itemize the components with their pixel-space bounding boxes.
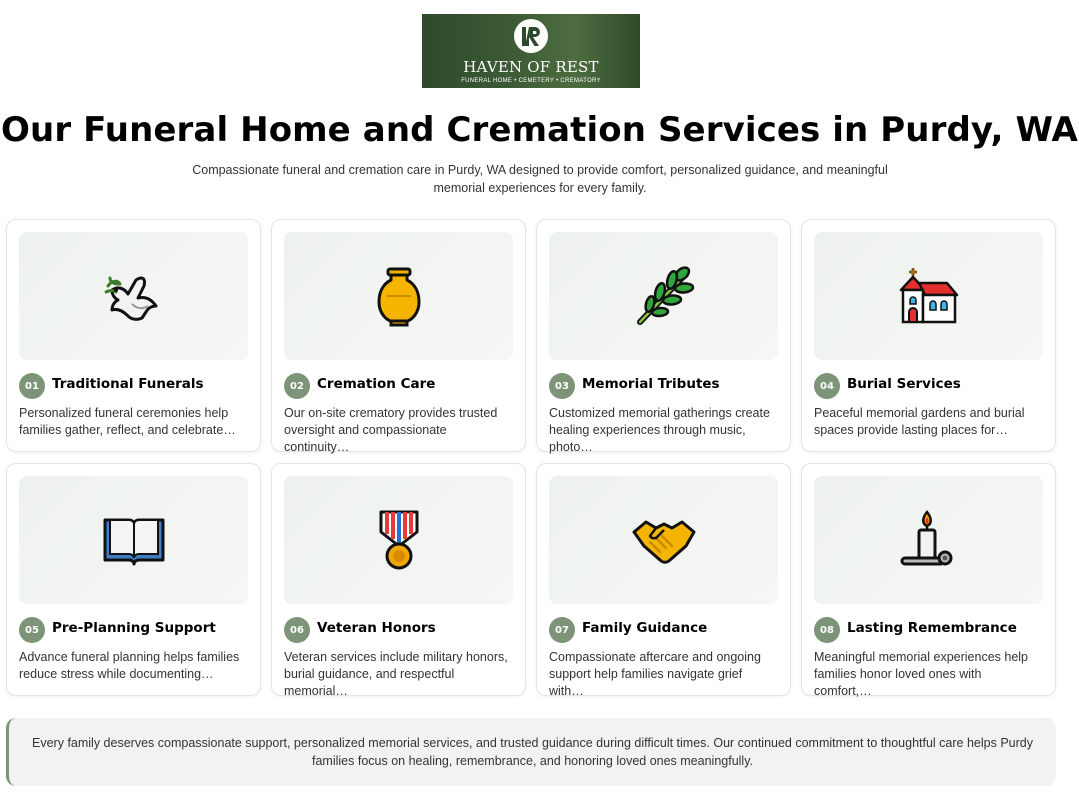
- service-title[interactable]: Memorial Tributes: [582, 376, 720, 392]
- service-description: Advance funeral planning helps families reduce stress while documenting…: [19, 650, 240, 681]
- candle-icon: [897, 508, 961, 572]
- service-description: Peaceful memorial gardens and burial spaces provide lasting places for…: [814, 406, 1025, 437]
- chapel-icon: [897, 264, 961, 328]
- military-medal-icon: [367, 508, 431, 572]
- laurel-icon: [632, 264, 696, 328]
- logo-name: HAVEN OF REST: [463, 58, 599, 76]
- brand-logo[interactable]: [422, 14, 640, 88]
- service-title[interactable]: Traditional Funerals: [52, 376, 204, 392]
- service-number-badge: 03: [549, 373, 575, 399]
- service-number-badge: 06: [284, 617, 310, 643]
- service-title[interactable]: Pre-Planning Support: [52, 620, 216, 636]
- service-title[interactable]: Family Guidance: [582, 620, 708, 636]
- service-description: Our on-site crematory provides trusted oversight and compassionate continuity…: [284, 406, 498, 454]
- service-title[interactable]: Burial Services: [847, 376, 961, 392]
- service-card-media: [814, 476, 1043, 604]
- service-card-media: [549, 232, 778, 360]
- logo-tagline: FUNERAL HOME • CEMETERY • CREMATORY: [461, 78, 601, 84]
- dove-icon: [102, 264, 166, 328]
- service-card-lasting-remembrance[interactable]: [801, 463, 1056, 696]
- service-description: Meaningful memorial experiences help families honor loved ones with comfort,…: [814, 650, 1029, 698]
- service-description: Compassionate aftercare and ongoing support help families navigate grief with…: [549, 650, 761, 698]
- commitment-note-text: Every family deserves compassionate support, personalized memorial services, and trusted guidance during difficult times. Our continued commitment to thoughtful care helps Purdy families focus on healing, remembrance, and honoring loved ones meaningfully.: [32, 736, 1033, 768]
- service-card-veteran-honors[interactable]: [271, 463, 526, 696]
- service-number-badge: 04: [814, 373, 840, 399]
- service-card-family-guidance[interactable]: [536, 463, 791, 696]
- service-description: Personalized funeral ceremonies help families gather, reflect, and celebrate…: [19, 406, 236, 437]
- service-title[interactable]: Cremation Care: [317, 376, 436, 392]
- service-number-badge: 08: [814, 617, 840, 643]
- service-card-cremation-care[interactable]: [271, 219, 526, 452]
- service-card-media: [19, 232, 248, 360]
- service-number-badge: 01: [19, 373, 45, 399]
- logo-monogram-icon: [513, 18, 549, 54]
- page-subtitle: Compassionate funeral and cremation care in Purdy, WA designed to provide comfort, personalized guidance, and meaningful memorial experiences for every family.: [192, 163, 888, 195]
- page-title: Our Funeral Home and Cremation Services in Purdy, WA: [1, 110, 1078, 150]
- commitment-note: [6, 718, 1056, 786]
- service-number-badge: 02: [284, 373, 310, 399]
- service-card-media: [284, 232, 513, 360]
- handshake-icon: [632, 508, 696, 572]
- service-title[interactable]: Veteran Honors: [317, 620, 436, 636]
- service-card-memorial-tributes[interactable]: [536, 219, 791, 452]
- services-grid: [6, 219, 1056, 697]
- service-description: Customized memorial gatherings create healing experiences through music, photo…: [549, 406, 770, 454]
- service-title[interactable]: Lasting Remembrance: [847, 620, 1017, 636]
- service-card-media: [549, 476, 778, 604]
- service-card-pre-planning-support[interactable]: [6, 463, 261, 696]
- service-description: Veteran services include military honors, burial guidance, and respectful memorial…: [284, 650, 508, 698]
- service-card-burial-services[interactable]: [801, 219, 1056, 452]
- service-number-badge: 05: [19, 617, 45, 643]
- service-card-media: [814, 232, 1043, 360]
- service-number-badge: 07: [549, 617, 575, 643]
- service-card-media: [19, 476, 248, 604]
- urn-icon: [367, 264, 431, 328]
- open-book-icon: [102, 508, 166, 572]
- service-card-media: [284, 476, 513, 604]
- service-card-traditional-funerals[interactable]: [6, 219, 261, 452]
